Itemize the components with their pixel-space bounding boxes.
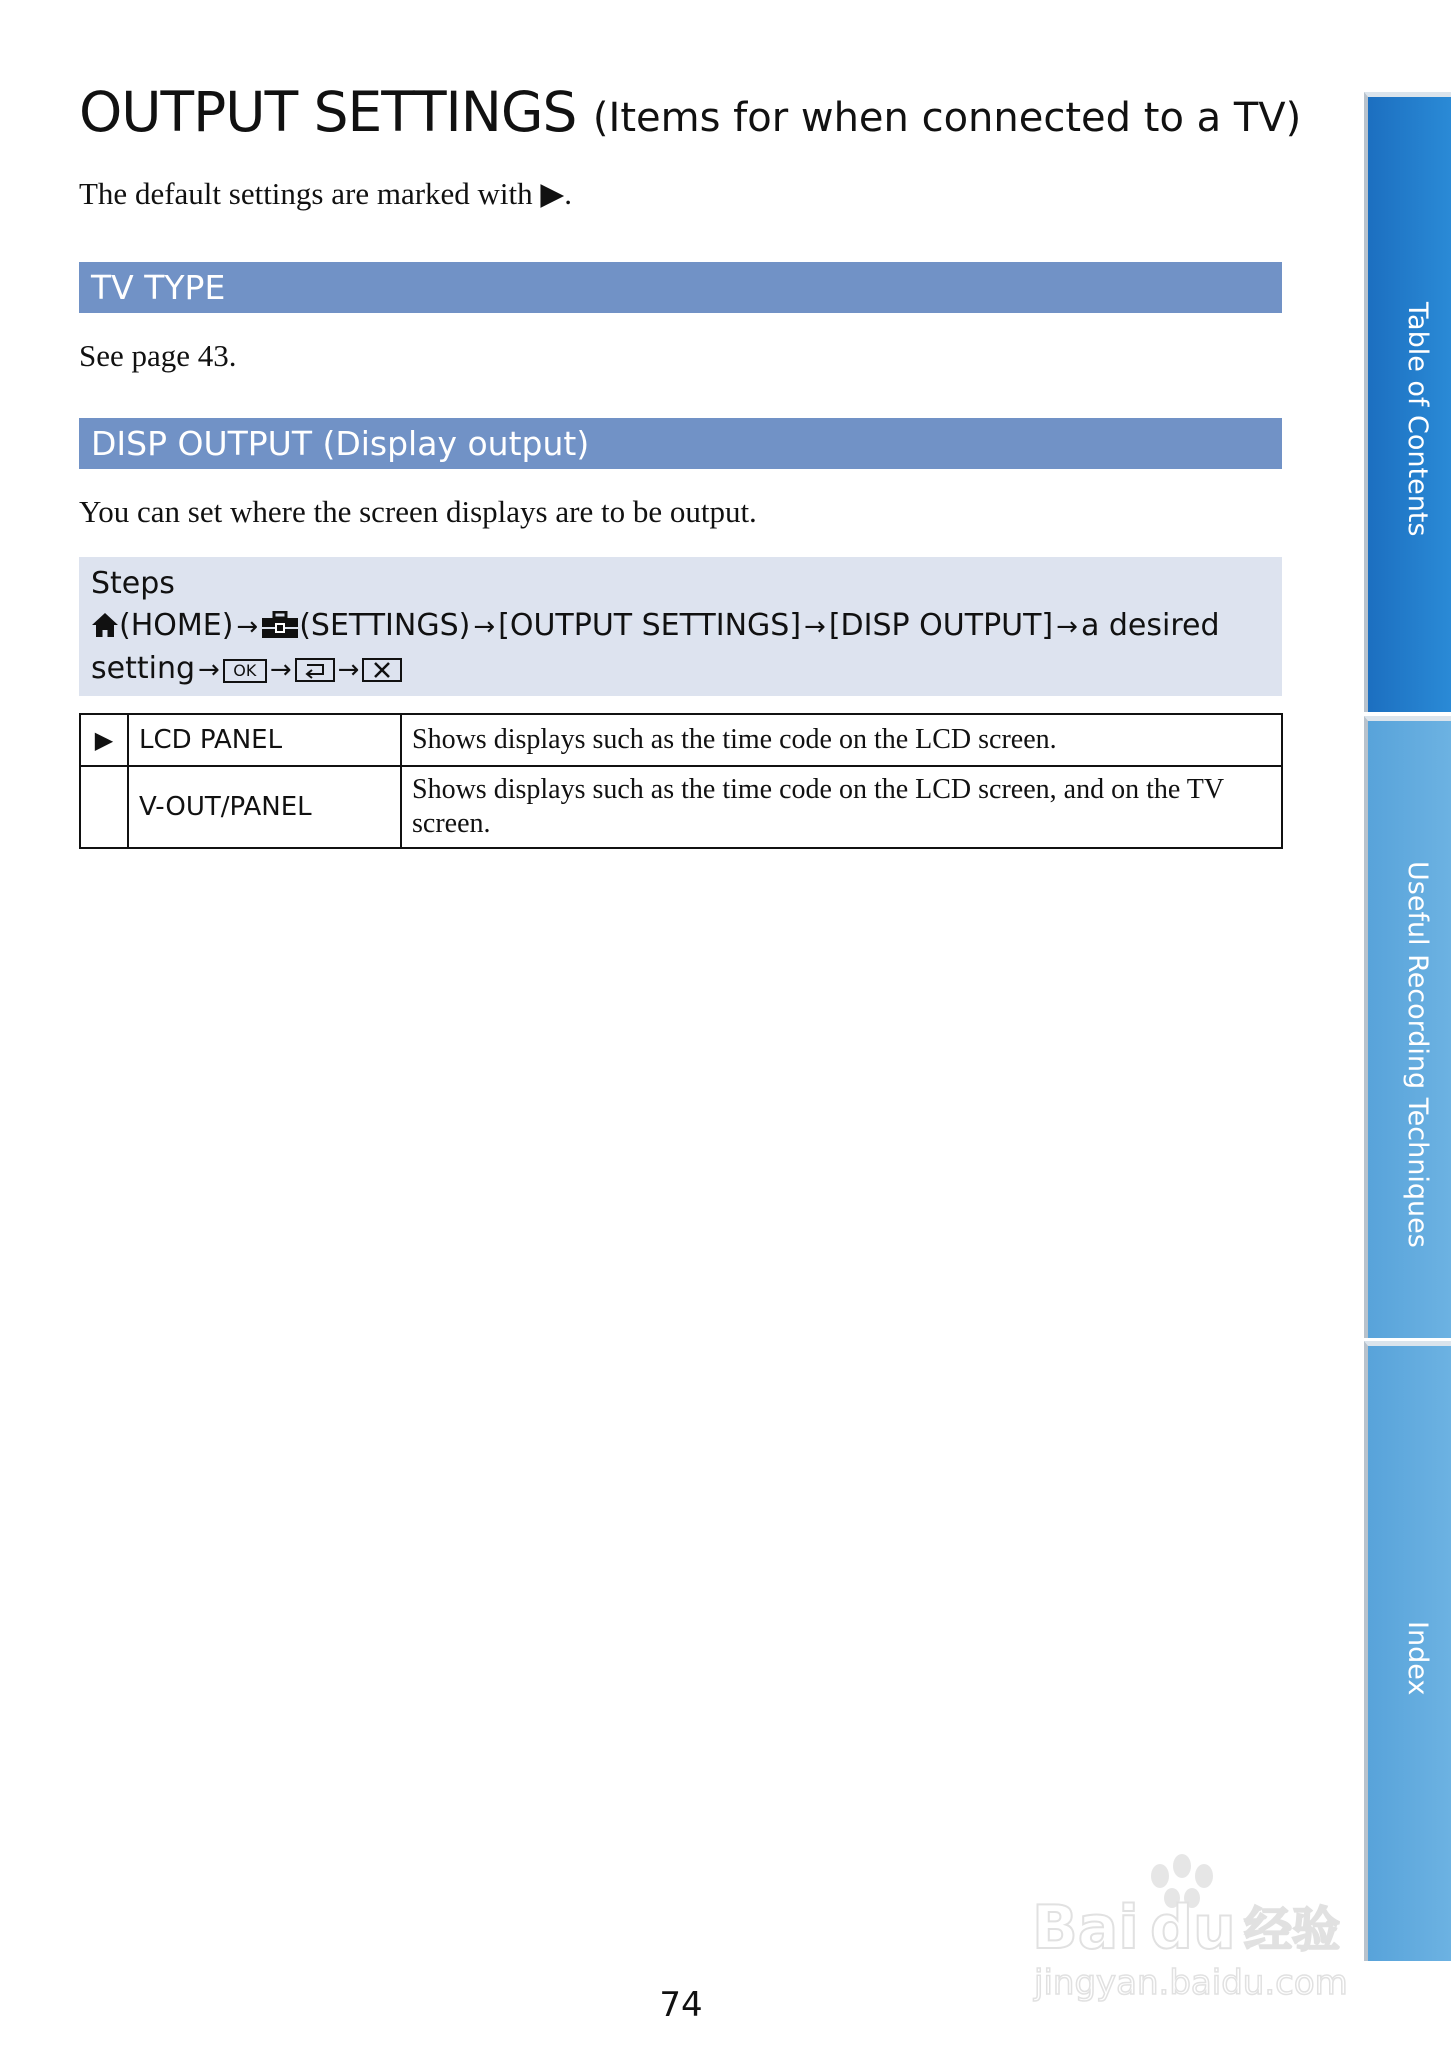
page-title-main: OUTPUT SETTINGS xyxy=(79,80,577,144)
arrow-icon: → xyxy=(269,655,292,685)
default-note-period: . xyxy=(564,176,572,211)
steps-setting-label: setting xyxy=(91,651,196,686)
steps-output-settings-label: [OUTPUT SETTINGS] xyxy=(498,608,802,643)
toolbox-icon xyxy=(261,611,299,639)
tab-label: Useful Recording Techniques xyxy=(1402,861,1433,1248)
steps-path-line-1 xyxy=(91,605,1270,648)
svg-text:经验: 经验 xyxy=(1244,1902,1341,1958)
tab-useful-recording-techniques[interactable] xyxy=(1364,716,1451,1338)
arrow-icon: → xyxy=(1056,612,1078,642)
disp-output-text: You can set where the screen displays are to be output. xyxy=(79,494,757,529)
return-icon xyxy=(295,658,335,682)
steps-desired-label: a desired xyxy=(1080,608,1220,643)
default-marker-icon: ▶ xyxy=(80,714,128,766)
default-marker-cell xyxy=(80,766,128,848)
steps-disp-output-label: [DISP OUTPUT] xyxy=(828,608,1054,643)
arrow-icon: → xyxy=(337,655,360,685)
ok-button-icon: OK xyxy=(223,659,267,683)
tab-label: Index xyxy=(1402,1621,1433,1696)
option-description: Shows displays such as the time code on the LCD screen, and on the TV screen. xyxy=(401,766,1282,848)
close-icon xyxy=(362,658,402,682)
section-header-disp-output: DISP OUTPUT (Display output) xyxy=(79,418,1282,469)
arrow-icon: → xyxy=(473,612,496,642)
page-number: 74 xyxy=(659,1985,703,2025)
table-row xyxy=(80,714,1282,766)
option-name: LCD PANEL xyxy=(128,714,401,766)
page-title xyxy=(79,80,1301,144)
default-marker-icon: ▶ xyxy=(540,176,565,211)
table-row xyxy=(80,766,1282,848)
default-note xyxy=(79,176,572,212)
steps-path-line-2 xyxy=(91,648,1270,691)
home-icon xyxy=(91,611,119,639)
arrow-icon: → xyxy=(804,612,826,642)
section-header-tv-type: TV TYPE xyxy=(79,262,1282,313)
settings-table xyxy=(79,713,1283,849)
tab-label: Table of Contents xyxy=(1402,302,1433,537)
svg-text:jingyan.baidu.com: jingyan.baidu.com xyxy=(1034,1963,1348,2003)
tab-index[interactable] xyxy=(1364,1341,1451,1961)
option-description: Shows displays such as the time code on the LCD screen. xyxy=(401,714,1282,766)
baidu-watermark-logo xyxy=(1032,1848,1362,2008)
steps-settings-label: (SETTINGS) xyxy=(299,608,471,643)
steps-heading: Steps xyxy=(91,566,175,601)
tv-type-text: See page 43. xyxy=(79,338,237,373)
option-name: V-OUT/PANEL xyxy=(128,766,401,848)
arrow-icon: → xyxy=(198,655,220,685)
svg-text:Bai: Bai xyxy=(1032,1893,1139,1963)
steps-box xyxy=(79,557,1282,696)
tab-table-of-contents[interactable] xyxy=(1364,92,1451,712)
steps-home-label: (HOME) xyxy=(119,608,234,643)
default-note-text: The default settings are marked with xyxy=(79,176,541,211)
page-subtitle: (Items for when connected to a TV) xyxy=(592,95,1302,141)
arrow-icon: → xyxy=(236,612,259,642)
svg-text:du: du xyxy=(1150,1893,1236,1963)
